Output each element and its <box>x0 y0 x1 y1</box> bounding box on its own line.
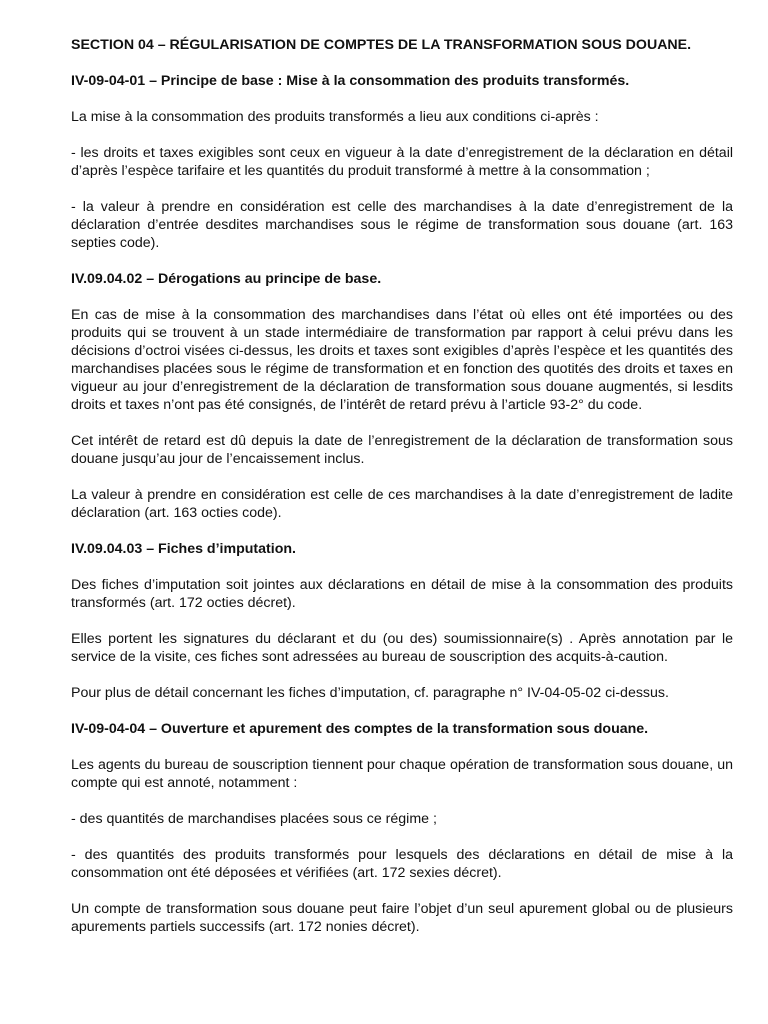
paragraph: Des fiches d’imputation soit jointes aux déclarations en détail de mise à la consommation des produits transformés (art. 172 octies décret). <box>71 577 733 611</box>
subsection-heading-iv-09-04-02: IV.09.04.02 – Dérogations au principe de base. <box>71 271 382 287</box>
paragraph: La valeur à prendre en considération est celle de ces marchandises à la date d’enregistrement de ladite déclaration (art. 163 octies code). <box>71 487 733 521</box>
paragraph: Elles portent les signatures du déclarant et du (ou des) soumissionnaire(s) . Après annotation par le service de la visite, ces fiches sont adressées au bureau de souscription des acquits-à-caution. <box>71 631 733 665</box>
list-paragraph: - les droits et taxes exigibles sont ceux en vigueur à la date d’enregistrement de la déclaration en détail d’après l’espèce tarifaire et les quantités du produit transformé à mettre à la consommation ; <box>71 145 733 179</box>
document-page <box>71 36 733 954</box>
subsection-heading-iv-09-04-04: IV-09-04-04 – Ouverture et apurement des comptes de la transformation sous douane. <box>71 721 649 737</box>
paragraph: Les agents du bureau de souscription tiennent pour chaque opération de transformation sous douane, un compte qui est annoté, notamment : <box>71 757 733 791</box>
paragraph: Un compte de transformation sous douane peut faire l’objet d’un seul apurement global ou de plusieurs apurements partiels successifs (art. 172 nonies décret). <box>71 901 733 935</box>
subsection-heading-iv-09-04-01: IV-09-04-01 – Principe de base : Mise à la consommation des produits transformés. <box>71 73 630 89</box>
paragraph: Pour plus de détail concernant les fiches d’imputation, cf. paragraphe n° IV-04-05-02 ci-dessus. <box>71 685 669 701</box>
list-paragraph: - des quantités des produits transformés pour lesquels des déclarations en détail de mise à la consommation ont été déposées et vérifiées (art. 172 sexies décret). <box>71 847 733 881</box>
paragraph: En cas de mise à la consommation des marchandises dans l’état où elles ont été importées ou des produits qui se trouvent à un stade intermédiaire de transformation par rapport à celui prévu dans les décisions d’octroi visées ci-dessus, les droits et taxes sont exigibles d’après l’espèce et les quantités des marchandises placées sous le régime de transformation et en fonction des quotités des droits et taxes en vigueur au jour d’enregistrement de la déclaration de transformation sous douane augmentés, si lesdits droits et taxes n’ont pas été consignés, de l’intérêt de retard prévu à l’article 93-2° du code. <box>71 307 733 413</box>
list-paragraph: - la valeur à prendre en considération est celle des marchandises à la date d’enregistrement de la déclaration d’entrée desdites marchandises sous le régime de transformation sous douane (art. 163 septies code). <box>71 199 733 251</box>
paragraph: Cet intérêt de retard est dû depuis la date de l’enregistrement de la déclaration de transformation sous douane jusqu’au jour de l’encaissement inclus. <box>71 433 733 467</box>
list-paragraph: - des quantités de marchandises placées sous ce régime ; <box>71 811 437 827</box>
paragraph: La mise à la consommation des produits transformés a lieu aux conditions ci-après : <box>71 109 599 125</box>
section-title: SECTION 04 – RÉGULARISATION DE COMPTES DE LA TRANSFORMATION SOUS DOUANE. <box>71 37 692 53</box>
subsection-heading-iv-09-04-03: IV.09.04.03 – Fiches d’imputation. <box>71 541 296 557</box>
